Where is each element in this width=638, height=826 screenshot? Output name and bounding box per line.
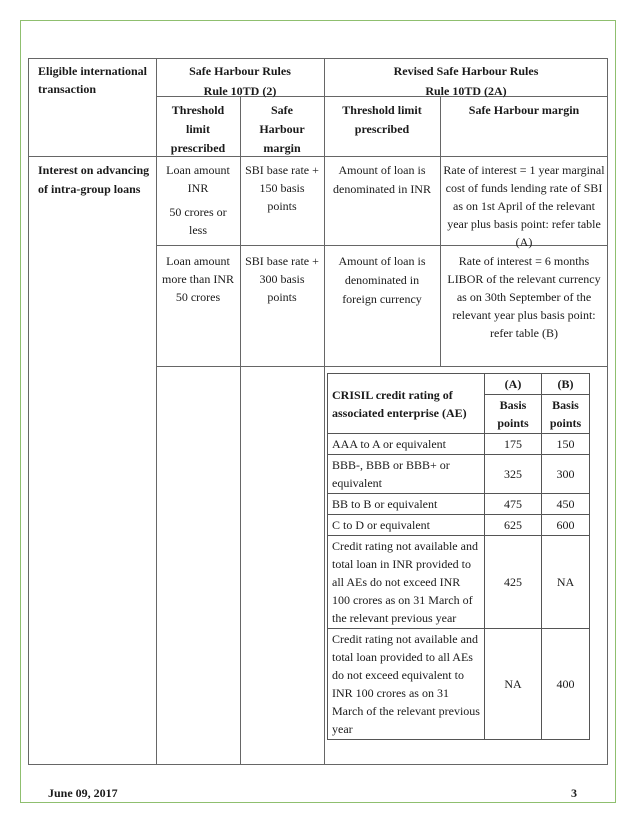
new-margin-libor: Rate of interest = 6 months LIBOR of the relevant currency as on 30th September of the relevant year plus basis point: refer table (B): [447, 254, 601, 340]
footer-page-number: 3: [571, 786, 577, 800]
rating-value-a: 425: [485, 536, 542, 629]
new-threshold-inr: Amount of loan is denominated in INR: [333, 163, 431, 196]
divider: [156, 58, 157, 765]
header-revised-rules: [324, 62, 608, 100]
divider: [440, 96, 441, 366]
threshold-text: Loan amount INR: [166, 163, 230, 195]
subheader-margin-old: Safe Harbour margin: [259, 103, 305, 155]
margin-sbi-300: SBI base rate + 300 basis points: [245, 254, 319, 304]
rating-value-a: NA: [485, 629, 542, 740]
rating-col-b: (B): [542, 374, 590, 395]
subheader-threshold-new: Threshold limit prescribed: [342, 103, 422, 136]
header-eligible-transaction: Eligible international transaction: [38, 64, 148, 96]
divider: [324, 58, 325, 765]
new-margin-mclr: Rate of interest = 1 year marginal cost of funds lending rate of SBI as on 1st April of the relevant year plus basis point: refer table (A): [443, 163, 605, 249]
rating-label: C to D or equivalent: [328, 515, 485, 536]
table-row: [328, 434, 590, 455]
credit-rating-table: [327, 373, 590, 740]
rating-label: BBB-, BBB or BBB+ or equivalent: [328, 455, 485, 494]
footer-date: June 09, 2017: [48, 786, 118, 800]
header-safe-harbour-rules: [156, 62, 324, 100]
divider: [240, 96, 241, 765]
header-safe-harbour-rule: Rule 10TD (2): [203, 84, 277, 98]
table-row: [328, 494, 590, 515]
new-threshold-foreign: Amount of loan is denominated in foreign currency: [338, 254, 426, 306]
rating-units-b: Basis points: [542, 395, 590, 434]
subheader-margin-new: Safe Harbour margin: [468, 103, 580, 117]
table-row: [328, 515, 590, 536]
table-row: [328, 455, 590, 494]
rating-value-b: 300: [542, 455, 590, 494]
table-row: [328, 536, 590, 629]
transaction-interest-loans: Interest on advancing of intra-group loans: [38, 163, 150, 196]
table-row: [328, 629, 590, 740]
rating-label: AAA to A or equivalent: [328, 434, 485, 455]
header-revised-title: Revised Safe Harbour Rules: [393, 64, 539, 78]
rating-value-b: 150: [542, 434, 590, 455]
threshold-text: 50 crores or less: [169, 205, 227, 237]
rating-value-b: 400: [542, 629, 590, 740]
header-safe-harbour-title: Safe Harbour Rules: [189, 64, 291, 78]
rating-label: BB to B or equivalent: [328, 494, 485, 515]
threshold-more-than-50: Loan amount more than INR 50 crores: [162, 254, 234, 304]
rating-value-b: NA: [542, 536, 590, 629]
rating-value-a: 175: [485, 434, 542, 455]
rating-value-b: 450: [542, 494, 590, 515]
rating-header-label: CRISIL credit rating of associated enterprise (AE): [328, 374, 485, 434]
rating-value-b: 600: [542, 515, 590, 536]
rating-value-a: 475: [485, 494, 542, 515]
margin-sbi-150: SBI base rate + 150 basis points: [245, 163, 319, 213]
header-revised-rule: Rule 10TD (2A): [425, 84, 507, 98]
threshold-inr-50-or-less: [160, 161, 236, 239]
rating-value-a: 625: [485, 515, 542, 536]
rating-col-a: (A): [485, 374, 542, 395]
divider: [28, 156, 608, 157]
rating-units-a: Basis points: [485, 395, 542, 434]
rating-value-a: 325: [485, 455, 542, 494]
rating-label: Credit rating not available and total loan in INR provided to all AEs do not exceed INR 100 crores as on 31 March of the relevant previous year: [328, 536, 485, 629]
divider: [156, 366, 608, 367]
subheader-threshold-old: Threshold limit prescribed: [170, 103, 226, 155]
rating-label: Credit rating not available and total loan provided to all AEs do not exceed equivalent to INR 100 crores as on 31 March of the relevant previous year: [328, 629, 485, 740]
